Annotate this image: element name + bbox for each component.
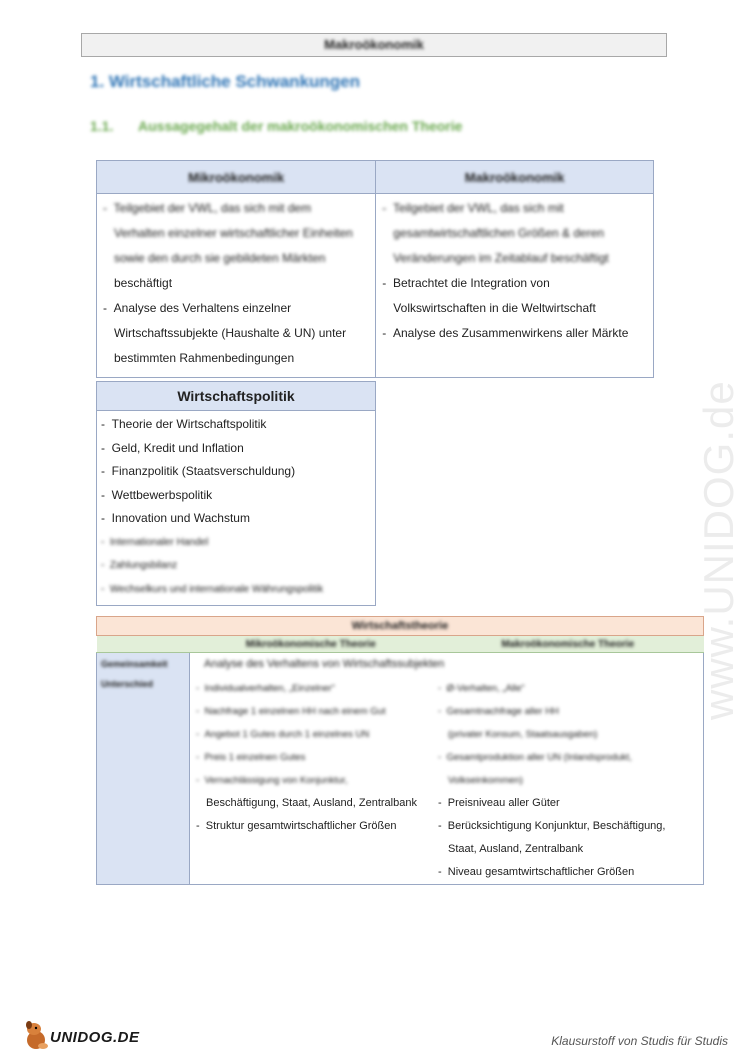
- list-item: - Gesamtnachfrage aller HH: [438, 700, 699, 723]
- header-makro-theorie-text: Makroökonomische Theorie: [501, 638, 635, 650]
- list-item: Beschäftigung, Staat, Ausland, Zentralbank: [206, 797, 417, 809]
- list-item: - Internationaler Handel: [101, 531, 371, 555]
- list-item: - Wechselkurs und internationale Währungspolitik: [101, 578, 371, 602]
- heading-2: [90, 118, 462, 134]
- list-item: - Struktur gesamtwirtschaftlicher Größen: [196, 815, 428, 838]
- list-item: Volkswirtschaften in die Weltwirtschaft: [393, 301, 596, 315]
- wirtschaftspolitik-header: Wirtschaftspolitik: [97, 382, 376, 411]
- list-item: - Zahlungsbilanz: [101, 554, 371, 578]
- unterschied-label-text: Unterschied: [101, 679, 154, 689]
- makro-theorie-cell: [432, 675, 704, 885]
- header-mikrooekonomik: [97, 161, 376, 194]
- list-item: - Preis 1 einzelnen Gutes: [196, 746, 428, 769]
- list-item: - Preisniveau aller Güter: [438, 792, 699, 815]
- heading-2-number: 1.1.: [90, 118, 114, 134]
- wirtschaftstheorie-table: [96, 616, 704, 885]
- empty-header-cell: [97, 636, 190, 653]
- list-item: - Betrachtet die Integration von: [382, 271, 647, 296]
- list-item: - Wettbewerbspolitik: [101, 484, 371, 508]
- gemeinsamkeit-text-value: Analyse des Verhaltens von Wirtschaftssubjekten: [204, 658, 445, 670]
- list-item: - Niveau gesamtwirtschaftlicher Größen: [438, 861, 699, 884]
- list-item: beschäftigt: [114, 276, 173, 290]
- wirtschaftspolitik-list: [97, 411, 376, 606]
- heading-1: 1. Wirtschaftliche Schwankungen: [90, 72, 361, 91]
- mikro-theorie-cell: [190, 675, 433, 885]
- list-item: - Individualverhalten, „Einzelner“: [196, 677, 428, 700]
- list-item: bestimmten Rahmenbedingungen: [114, 351, 295, 365]
- gemeinsamkeit-text: [190, 653, 704, 676]
- logo-text: UNIDOG.DE: [50, 1029, 140, 1046]
- list-item: Staat, Ausland, Zentralbank: [448, 843, 584, 855]
- wirtschaftspolitik-table: [96, 381, 376, 606]
- list-item: Volkseinkommen): [448, 775, 523, 786]
- unterschied-label: [97, 675, 190, 885]
- list-item: - Berücksichtigung Konjunktur, Beschäftigung,: [438, 815, 699, 838]
- list-item: - Innovation und Wachstum: [101, 507, 371, 531]
- makro-cell: [376, 194, 654, 378]
- header-makro-theorie: [432, 636, 704, 653]
- mikro-makro-comparison-table: [96, 160, 654, 378]
- list-item: - Analyse des Zusammenwirkens aller Märkte: [382, 321, 647, 346]
- list-item: Verhalten einzelner wirtschaftlicher Einheiten: [114, 226, 353, 240]
- gemeinsamkeit-label: [97, 653, 190, 676]
- list-item: - Analyse des Verhaltens einzelner: [103, 296, 369, 321]
- list-item: - Vernachlässigung von Konjunktur,: [196, 769, 428, 792]
- mikro-cell: [97, 194, 376, 378]
- page-title-text: Makroökonomik: [324, 37, 424, 52]
- watermark: www.UNIDOG.de: [695, 380, 742, 720]
- list-item: Wirtschaftssubjekte (Haushalte & UN) unter: [114, 326, 347, 340]
- header-makro-text: Makroökonomik: [464, 169, 565, 185]
- list-item: (privater Konsum, Staatsausgaben): [448, 729, 598, 740]
- list-item: - Teilgebiet der VWL, das sich mit dem: [103, 196, 369, 221]
- list-item: - Angebot 1 Gutes durch 1 einzelnes UN: [196, 723, 428, 746]
- footer-text: Klausurstoff von Studis für Studis: [551, 1034, 728, 1048]
- list-item: - Finanzpolitik (Staatsverschuldung): [101, 460, 371, 484]
- list-item: Veränderungen im Zeitablauf beschäftigt: [393, 251, 609, 265]
- header-makrooekonomik: [376, 161, 654, 194]
- wirtschaftstheorie-title: [97, 617, 704, 636]
- list-item: - Geld, Kredit und Inflation: [101, 437, 371, 461]
- list-item: - Gesamtproduktion aller UN (Inlandsprodukt,: [438, 746, 699, 769]
- header-mikro-theorie: [190, 636, 433, 653]
- header-mikro-theorie-text: Mikroökonomische Theorie: [245, 638, 376, 650]
- page-title: [81, 33, 667, 57]
- wirtschaftstheorie-title-text: Wirtschaftstheorie: [351, 620, 449, 632]
- list-item: gesamtwirtschaftlichen Größen & deren: [393, 226, 605, 240]
- list-item: sowie den durch sie gebildeten Märkten: [114, 251, 326, 265]
- list-item: - Ø-Verhalten, „Alle“: [438, 677, 699, 700]
- gemeinsamkeit-label-text: Gemeinsamkeit: [101, 659, 168, 669]
- list-item: - Teilgebiet der VWL, das sich mit: [382, 196, 647, 221]
- list-item: - Theorie der Wirtschaftspolitik: [101, 413, 371, 437]
- list-item: - Nachfrage 1 einzelnen HH nach einem Gut: [196, 700, 428, 723]
- heading-2-text: Aussagegehalt der makroökonomischen Theorie: [138, 118, 463, 134]
- header-mikro-text: Mikroökonomik: [188, 169, 285, 185]
